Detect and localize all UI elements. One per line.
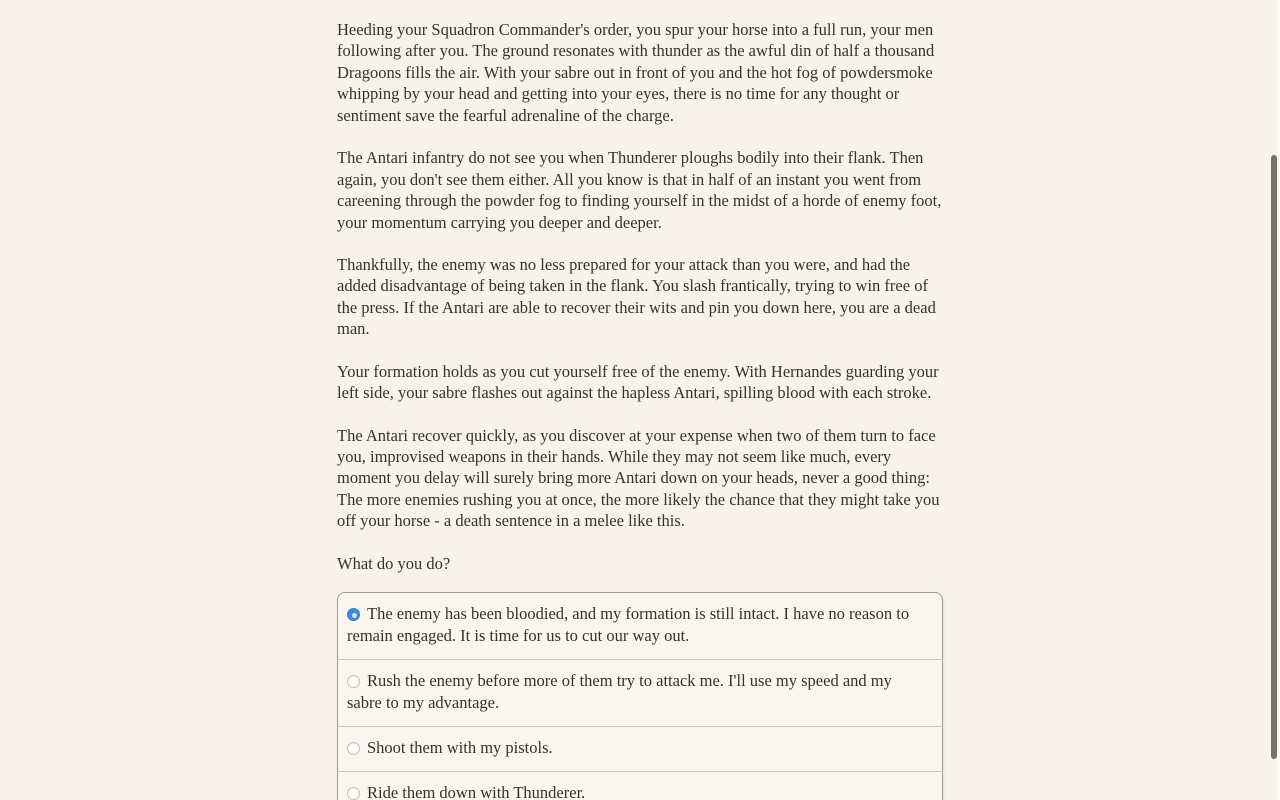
choice-option-label: Shoot them with my pistols. xyxy=(367,737,553,757)
choice-option-label: Ride them down with Thunderer. xyxy=(367,783,586,800)
radio-icon[interactable] xyxy=(347,675,360,688)
choice-option-label: Rush the enemy before more of them try to attack me. I'll use my speed and my sabre to my advantage. xyxy=(347,671,892,712)
choice-option-rush-enemy[interactable] xyxy=(338,659,942,726)
scrollbar-thumb[interactable] xyxy=(1271,155,1277,759)
choice-option-label: The enemy has been bloodied, and my formation is still intact. I have no reason to remain engaged. It is time for us to cut our way out. xyxy=(347,604,910,645)
story-paragraph: The Antari recover quickly, as you discover at your expense when two of them turn to face you, improvised weapons in their hands. While they may not seem like much, every moment you delay will surely bring more Antari down on your heads, never a good thing: The more enemies rushing you at once, the more likely the chance that they might take you off your horse - a death sentence in a melee like this. xyxy=(337,425,940,531)
choice-prompt: What do you do? xyxy=(337,553,451,573)
radio-icon[interactable] xyxy=(347,787,360,800)
story-page xyxy=(337,0,943,800)
story-paragraph: Heeding your Squadron Commander's order, you spur your horse into a full run, your men following after you. The ground resonates with thunder as the awful din of half a thousand Dragoons fills the air. With your sabre out in front of you and the hot fog of powdersmoke whipping by your head and getting into your eyes, there is no time for any thought or sentiment save the fearful adrenaline of the charge. xyxy=(337,20,935,125)
choice-option-shoot-pistols[interactable] xyxy=(338,726,942,771)
choice-option-cut-way-out[interactable] xyxy=(338,593,942,659)
radio-icon[interactable] xyxy=(347,742,360,755)
choice-list xyxy=(337,592,943,800)
choice-option-ride-them-down[interactable] xyxy=(338,771,942,800)
radio-icon[interactable] xyxy=(347,608,360,621)
story-paragraph: Thankfully, the enemy was no less prepared for your attack than you were, and had the added disadvantage of being taken in the flank. You slash frantically, trying to win free of the press. If the Antari are able to recover their wits and pin you down here, you are a dead man. xyxy=(337,254,936,339)
story-paragraph: Your formation holds as you cut yourself free of the enemy. With Hernandes guarding your left side, your sabre flashes out against the hapless Antari, spilling blood with each stroke. xyxy=(337,361,939,403)
story-paragraph: The Antari infantry do not see you when Thunderer ploughs bodily into their flank. Then again, you don't see them either. All you know is that in half of an instant you went from careening through the powder fog to finding yourself in the midst of a horde of enemy foot, your momentum carrying you deeper and deeper. xyxy=(337,148,942,232)
